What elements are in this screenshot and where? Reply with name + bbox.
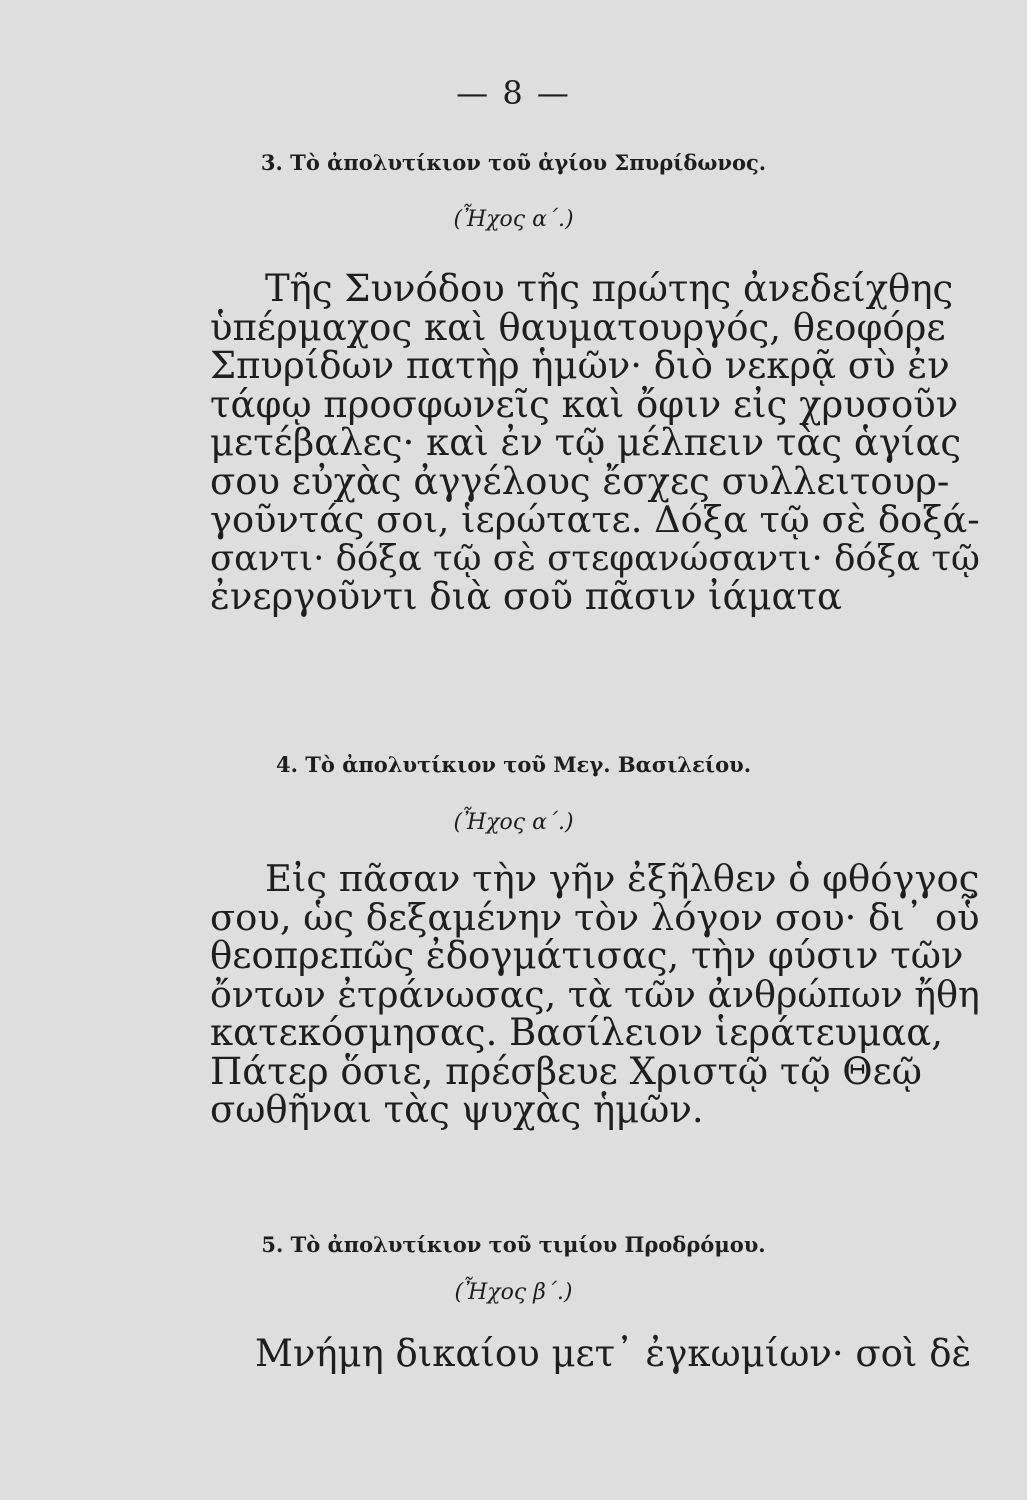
hymn-line: ὄντων ἐτράνωσας, τὰ τῶν ἀνθρώπων ἤθη xyxy=(210,972,980,1016)
hymn-line: σωθῆναι τὰς ψυχὰς ἡμῶν. xyxy=(210,1088,704,1131)
hymn-line: σαντι· δόξα τῷ σὲ στεφανώσαντι· δόξα τῷ xyxy=(210,537,980,579)
hymn-line: κατεκόσμησας. Βασίλειον ἱεράτευμαα, xyxy=(210,1011,944,1054)
page-number: — 8 — xyxy=(456,74,571,112)
hymn-text-4 xyxy=(210,857,980,1131)
hymn-line: γοῦντάς σοι, ἱερώτατε. Δόξα τῷ σὲ δοξά- xyxy=(210,498,980,541)
hymn-text-3 xyxy=(210,267,980,618)
hymn-line: ὑπέρμαχος καὶ θαυματουργός, θεοφόρε xyxy=(210,305,946,349)
hymn-line: Εἰς πᾶσαν τὴν γῆν ἐξῆλθεν ὁ φθόγγος xyxy=(265,857,980,900)
hymn-line: ἐνεργοῦντι διὰ σοῦ πᾶσιν ἰάματα xyxy=(210,575,842,618)
hymn-line: Τῆς Συνόδου τῆς πρώτης ἀνεδείχθης xyxy=(265,267,954,310)
section-heading-5: 5. Τὸ ἀπολυτίκιον τοῦ τιμίου Προδρόμου. xyxy=(261,1232,766,1257)
hymn-text-5 xyxy=(210,1332,980,1375)
section-mode-3: (Ἦχος α΄.) xyxy=(453,207,574,232)
hymn-line: Πάτερ ὅσιε, πρέσβευε Χριστῷ τῷ Θεῷ xyxy=(210,1049,922,1093)
hymn-line: τάφῳ προσφωνεῖς καὶ ὄφιν εἰς χρυσοῦν xyxy=(210,382,959,426)
section-mode-4: (Ἦχος α΄.) xyxy=(453,810,574,835)
hymn-line: Μνήμη δικαίου μετ᾽ ἐγκωμίων· σοὶ δὲ xyxy=(255,1332,972,1375)
section-heading-3: 3. Τὸ ἀπολυτίκιον τοῦ ἁγίου Σπυρίδωνος. xyxy=(260,150,767,175)
hymn-line: σου, ὡς δεξαμένην τὸν λόγον σου· δι᾽ οὗ xyxy=(210,895,980,939)
section-heading-4: 4. Τὸ ἀπολυτίκιον τοῦ Μεγ. Βασιλείου. xyxy=(275,752,752,777)
hymn-line: σου εὐχὰς ἀγγέλους ἔσχες συλλειτουρ- xyxy=(210,459,950,503)
hymn-line: Σπυρίδων πατὴρ ἡμῶν· διὸ νεκρᾷ σὺ ἐν xyxy=(210,344,950,387)
hymn-line: θεοπρεπῶς ἐδογμάτισας, τὴν φύσιν τῶν xyxy=(210,934,964,977)
hymn-line: μετέβαλες· καὶ ἐν τῷ μέλπειν τὰς ἁγίας xyxy=(210,421,962,464)
section-mode-5: (Ἦχος β΄.) xyxy=(454,1280,573,1305)
